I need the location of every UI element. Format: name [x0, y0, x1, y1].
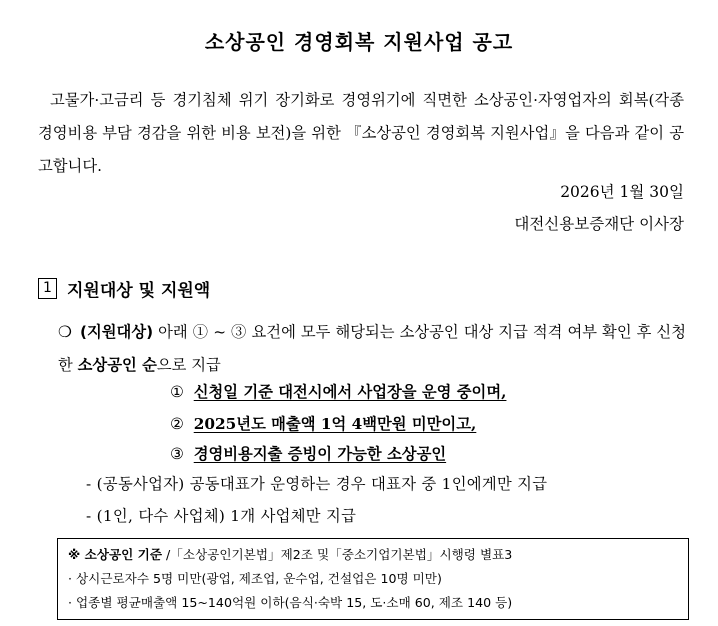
condition-number: ② [170, 415, 184, 433]
condition-text: 경영비용지출 증빙이 가능한 소상공인 [193, 445, 447, 463]
condition-2 [170, 412, 476, 434]
note-title: ※ 소상공인 기준 [68, 547, 163, 562]
bullet-mark: ❍ [58, 323, 72, 341]
note-header [68, 543, 678, 567]
bullet-bold: 소상공인 순 [77, 356, 157, 374]
condition-text: 2025년도 매출액 1억 4백만원 미만이고, [193, 415, 477, 433]
dash-item-joint-owner: - (공동사업자) 공동대표가 운영하는 경우 대표자 중 1인에게만 지급 [86, 475, 548, 493]
condition-number: ③ [170, 445, 184, 463]
note-title-rest: /「소상공인기본법」제2조 및「중소기업기본법」시행령 별표3 [162, 547, 513, 562]
criteria-note-box [57, 538, 689, 620]
eligibility-bullet [58, 316, 686, 382]
bullet-text-1: 아래 ① ~ ③ 요건에 모두 해당되는 소상공인 대상 지급 적격 여부 확인 후 신청한 [58, 323, 686, 374]
section-number-box: 1 [38, 278, 57, 299]
intro-paragraph: 고물가·고금리 등 경기침체 위기 장기화로 경영위기에 직면한 소상공인·자영업자의 회복(각종 경영비용 부담 경감을 위한 비용 보전)을 위한 『소상공인 경영회복 지원사업』을 다음과 같이 공고합니다. [38, 91, 684, 175]
section-heading [38, 276, 210, 301]
bullet-label: (지원대상) [80, 323, 154, 341]
notice-date: 2026년 1월 30일 [560, 183, 684, 201]
condition-3 [170, 442, 446, 464]
condition-text: 신청일 기준 대전시에서 사업장을 운영 중이며, [193, 383, 507, 401]
note-line-employees: · 상시근로자수 5명 미만(광업, 제조업, 운수업, 건설업은 10명 미만) [68, 571, 442, 586]
section-title: 지원대상 및 지원액 [67, 281, 211, 301]
page-title: 소상공인 경영회복 지원사업 공고 [204, 30, 514, 54]
condition-number: ① [170, 383, 184, 401]
bullet-text-2: 으로 지급 [156, 356, 221, 374]
note-line-sales: · 업종별 평균매출액 15~140억원 이하(음식·숙박 15, 도·소매 60, 제조 140 등) [68, 595, 513, 610]
notice-issuer: 대전신용보증재단 이사장 [514, 215, 684, 233]
condition-1 [170, 380, 506, 402]
dash-item-multi-business: - (1인, 다수 사업체) 1개 사업체만 지급 [86, 507, 357, 525]
